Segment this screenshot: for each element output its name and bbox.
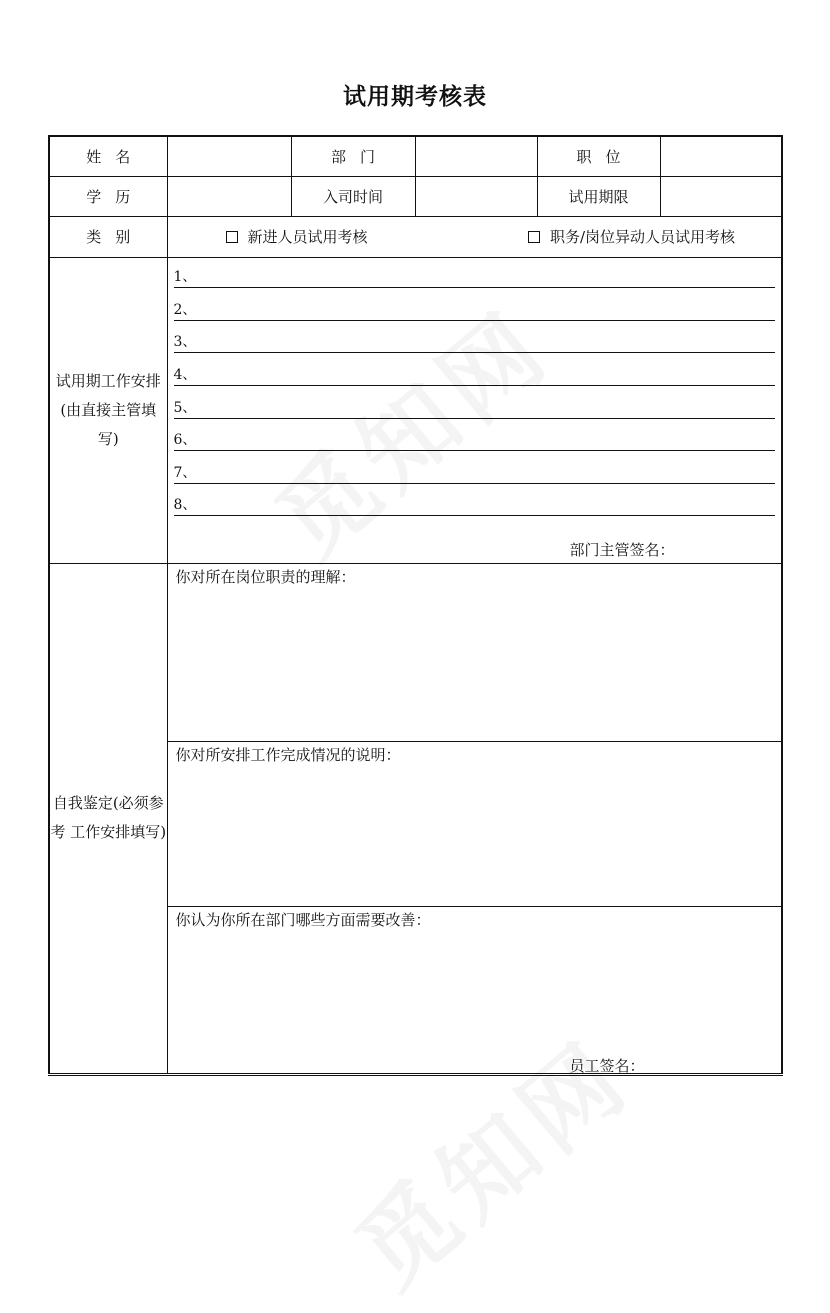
plan-line-3[interactable]: 3、 — [174, 332, 776, 353]
row-category — [49, 216, 782, 257]
probation-period-label: 试用期限 — [537, 176, 660, 216]
category-option-new[interactable]: 新进人员试用考核 — [226, 226, 368, 247]
plan-line-8[interactable]: 8、 — [174, 495, 776, 516]
category-options — [167, 216, 782, 257]
position-field[interactable] — [660, 136, 782, 176]
checkbox-icon[interactable] — [528, 231, 540, 243]
self-eval-q2-area[interactable] — [167, 741, 782, 906]
self-eval-q3-area[interactable] — [167, 906, 782, 1074]
education-field[interactable] — [167, 176, 291, 216]
name-field[interactable] — [167, 136, 291, 176]
plan-line-1[interactable]: 1、 — [174, 267, 776, 288]
plan-line-5[interactable]: 5、 — [174, 398, 776, 419]
plan-line-6[interactable]: 6、 — [174, 430, 776, 451]
join-date-field[interactable] — [415, 176, 537, 216]
checkbox-icon[interactable] — [226, 231, 238, 243]
probation-period-field[interactable] — [660, 176, 782, 216]
plan-line-7[interactable]: 7、 — [174, 463, 776, 484]
self-eval-q1-text: 你对所在岗位职责的理解： — [175, 567, 356, 586]
name-label: 姓名 — [49, 136, 167, 176]
probation-form-table — [48, 135, 783, 1076]
row-work-plan — [49, 257, 782, 563]
self-eval-label: 自我鉴定(必须参考 工作安排填写) — [49, 563, 167, 1074]
work-plan-cell — [167, 257, 782, 563]
join-date-label: 入司时间 — [291, 176, 415, 216]
supervisor-signature-label: 部门主管签名： — [569, 540, 675, 559]
page-title: 试用期考核表 — [343, 84, 487, 110]
dept-field[interactable] — [415, 136, 537, 176]
row-education-date-period — [49, 176, 782, 216]
education-label: 学历 — [49, 176, 167, 216]
employee-signature-label: 员工签名： — [569, 1056, 645, 1075]
row-self-eval-q1 — [49, 563, 782, 741]
category-label: 类别 — [49, 216, 167, 257]
plan-line-2[interactable]: 2、 — [174, 300, 776, 321]
self-eval-q1-area[interactable] — [167, 563, 782, 741]
plan-line-4[interactable]: 4、 — [174, 365, 776, 386]
self-eval-q2-text: 你对所安排工作完成情况的说明： — [175, 745, 401, 764]
dept-label: 部门 — [291, 136, 415, 176]
work-plan-label: 试用期工作安排(由直接主管填写) — [49, 257, 167, 563]
position-label: 职位 — [537, 136, 660, 176]
category-option-transfer[interactable]: 职务/岗位异动人员试用考核 — [528, 226, 735, 247]
row-name-dept-position — [49, 136, 782, 176]
self-eval-q3-text: 你认为你所在部门哪些方面需要改善： — [175, 910, 431, 929]
